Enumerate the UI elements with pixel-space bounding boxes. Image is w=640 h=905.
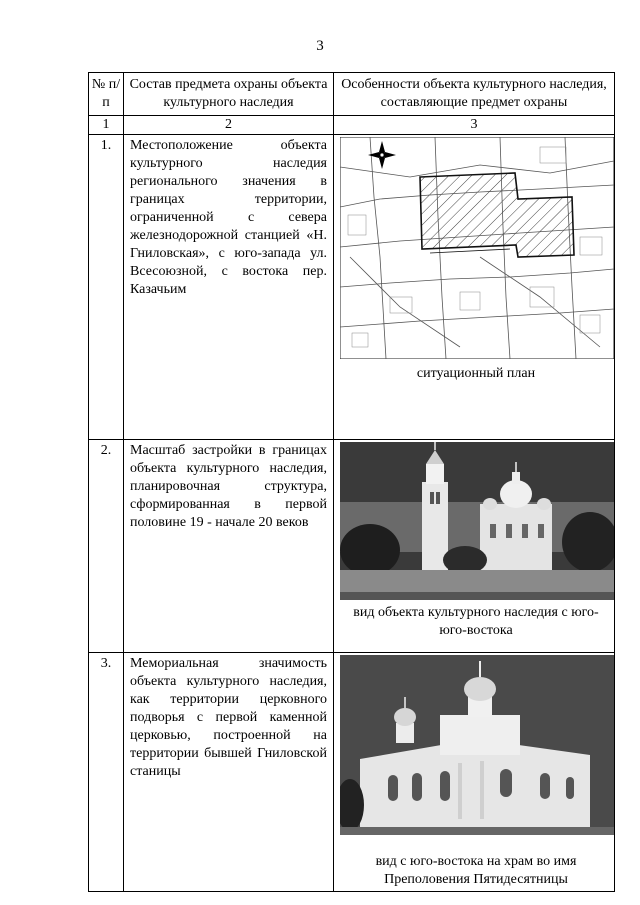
row-media xyxy=(334,135,615,440)
table-row xyxy=(89,440,615,653)
protection-subject-table xyxy=(88,72,615,892)
row-media xyxy=(334,440,615,653)
column-number: 3 xyxy=(334,116,615,135)
figure-caption: вид с юго-востока на храм во имя Преполовения Пятидесятницы xyxy=(375,854,577,887)
row-number: 3. xyxy=(89,653,124,892)
header-number: № п/п xyxy=(89,73,124,116)
row-media xyxy=(334,653,615,892)
church-closeup-photo xyxy=(340,655,614,835)
row-description: Местоположение объекта культурного наследия регионального значения в границах территории, ограниченной с севера железнодорожной станцией «Н. Гниловская», с юго-запада ул. Всесоюзной, с востока пер. Казачьим xyxy=(124,135,334,440)
row-description: Масштаб застройки в границах объекта культурного наследия, планировочная структура, сформированная в первой половине 19 - начале 20 веков xyxy=(124,440,334,653)
column-number-row xyxy=(89,116,615,135)
header-features: Особенности объекта культурного наследия, составляющие предмет охраны xyxy=(334,73,615,116)
table-header-row xyxy=(89,73,615,116)
column-number: 1 xyxy=(89,116,124,135)
figure-caption: ситуационный план xyxy=(416,366,536,381)
row-number: 1. xyxy=(89,135,124,440)
column-number: 2 xyxy=(124,116,334,135)
situation-plan-map xyxy=(340,137,614,359)
table-row xyxy=(89,653,615,892)
page-number: 3 xyxy=(316,38,324,54)
table-row xyxy=(89,135,615,440)
row-description: Мемориальная значимость объекта культурного наследия, как территории церковного подворья с первой каменной церковью, построенной на территории бывшей Гниловской станицы xyxy=(124,653,334,892)
church-south-southeast-photo xyxy=(340,442,614,600)
figure-caption: вид объекта культурного наследия с юго-юго-востока xyxy=(353,605,599,638)
row-number: 2. xyxy=(89,440,124,653)
header-composition: Состав предмета охраны объекта культурного наследия xyxy=(124,73,334,116)
